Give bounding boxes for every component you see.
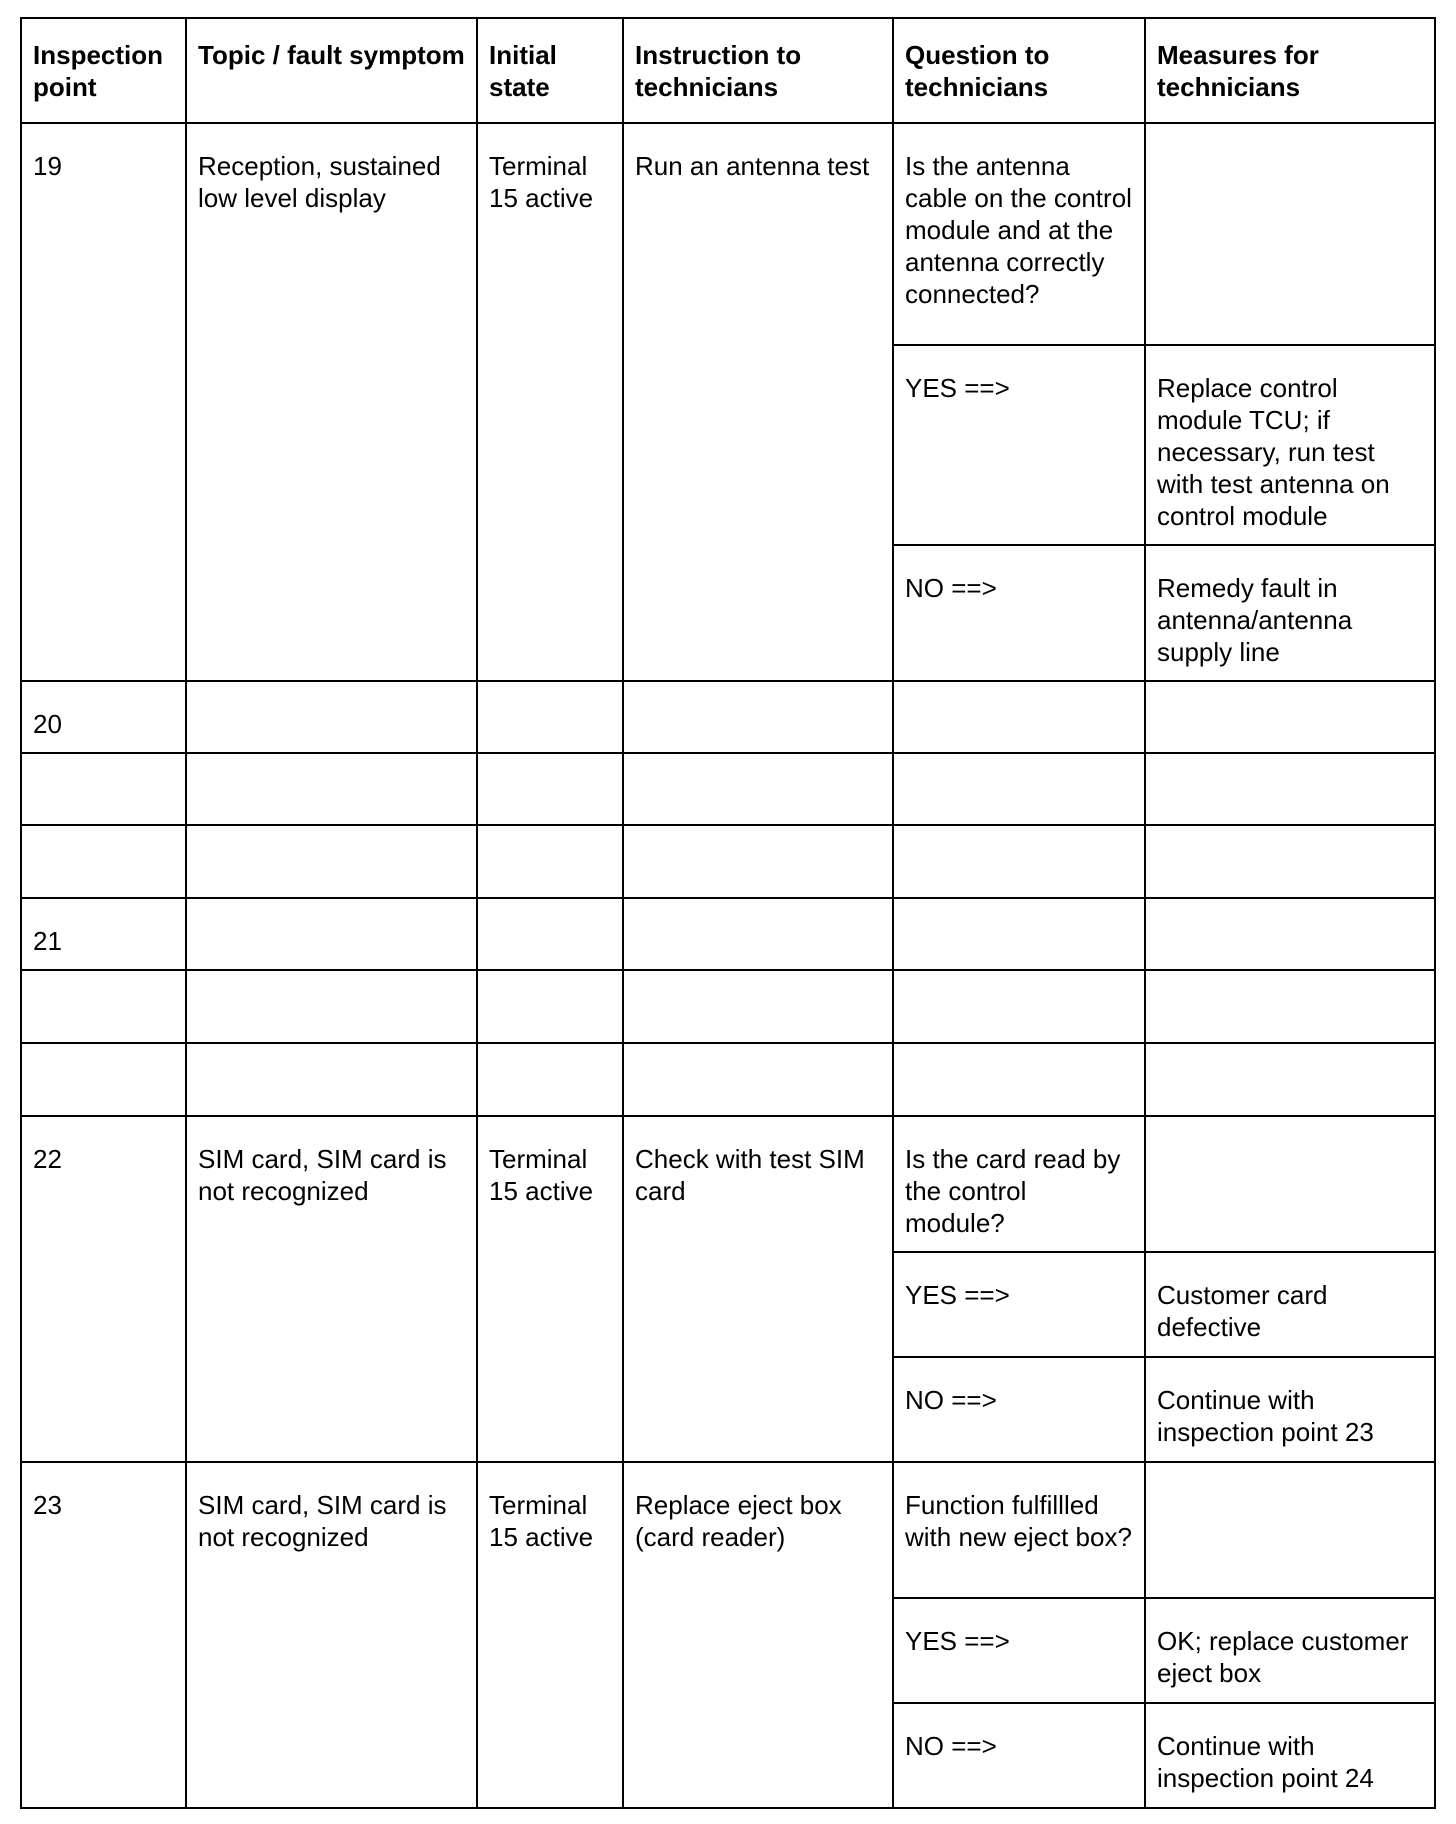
empty-cell bbox=[893, 753, 1145, 825]
empty-cell bbox=[623, 753, 893, 825]
empty-cell bbox=[21, 970, 186, 1043]
question-cell: Is the card read by the control module? bbox=[893, 1116, 1145, 1252]
instruction-cell: Check with test SIM card bbox=[623, 1116, 893, 1462]
initial-state-cell: Terminal 15 active bbox=[477, 123, 623, 681]
inspection-point-cell: 22 bbox=[21, 1116, 186, 1462]
measures-cell bbox=[1145, 1116, 1435, 1252]
empty-cell bbox=[186, 825, 477, 898]
instruction-cell: Run an antenna test bbox=[623, 123, 893, 681]
yes-measure-cell: Replace control module TCU; if necessary, run test with test antenna on control module bbox=[1145, 345, 1435, 545]
inspection-point-cell: 21 bbox=[21, 898, 186, 970]
empty-cell bbox=[1145, 681, 1435, 753]
empty-cell bbox=[893, 825, 1145, 898]
header-instruction: Instruction to technicians bbox=[623, 18, 893, 123]
header-inspection-point: Inspection point bbox=[21, 18, 186, 123]
header-question: Question to technicians bbox=[893, 18, 1145, 123]
question-cell: Is the antenna cable on the control module and at the antenna correctly connected? bbox=[893, 123, 1145, 345]
empty-cell bbox=[623, 825, 893, 898]
table-header-row bbox=[21, 18, 1435, 123]
empty-cell bbox=[1145, 970, 1435, 1043]
empty-cell bbox=[893, 898, 1145, 970]
measures-cell bbox=[1145, 123, 1435, 345]
empty-cell bbox=[1145, 898, 1435, 970]
empty-cell bbox=[477, 970, 623, 1043]
empty-cell bbox=[623, 1043, 893, 1116]
table-row bbox=[21, 1462, 1435, 1598]
empty-cell bbox=[623, 898, 893, 970]
empty-cell bbox=[623, 681, 893, 753]
table-row bbox=[21, 681, 1435, 753]
empty-cell bbox=[893, 1043, 1145, 1116]
no-measure-cell: Remedy fault in antenna/antenna supply line bbox=[1145, 545, 1435, 681]
inspection-point-cell: 20 bbox=[21, 681, 186, 753]
empty-cell bbox=[477, 825, 623, 898]
empty-cell bbox=[477, 681, 623, 753]
topic-cell: SIM card, SIM card is not recognized bbox=[186, 1462, 477, 1808]
topic-cell: Reception, sustained low level display bbox=[186, 123, 477, 681]
empty-cell bbox=[186, 753, 477, 825]
empty-cell bbox=[477, 898, 623, 970]
initial-state-cell: Terminal 15 active bbox=[477, 1116, 623, 1462]
initial-state-cell: Terminal 15 active bbox=[477, 1462, 623, 1808]
table-row bbox=[21, 898, 1435, 970]
empty-cell bbox=[186, 681, 477, 753]
empty-cell bbox=[623, 970, 893, 1043]
empty-cell bbox=[186, 898, 477, 970]
yes-measure-cell: OK; replace customer eject box bbox=[1145, 1598, 1435, 1703]
header-topic: Topic / fault symptom bbox=[186, 18, 477, 123]
yes-measure-cell: Customer card defective bbox=[1145, 1252, 1435, 1357]
inspection-point-cell: 19 bbox=[21, 123, 186, 681]
empty-cell bbox=[21, 753, 186, 825]
no-measure-cell: Continue with inspection point 23 bbox=[1145, 1357, 1435, 1462]
no-measure-cell: Continue with inspection point 24 bbox=[1145, 1703, 1435, 1808]
measures-cell bbox=[1145, 1462, 1435, 1598]
instruction-cell: Replace eject box (card reader) bbox=[623, 1462, 893, 1808]
header-measures: Measures for technicians bbox=[1145, 18, 1435, 123]
empty-cell bbox=[1145, 753, 1435, 825]
table-row bbox=[21, 1116, 1435, 1252]
empty-cell bbox=[186, 1043, 477, 1116]
empty-cell bbox=[893, 970, 1145, 1043]
empty-cell bbox=[186, 970, 477, 1043]
yes-label-cell: YES ==> bbox=[893, 1252, 1145, 1357]
table-row bbox=[21, 970, 1435, 1043]
table-row bbox=[21, 753, 1435, 825]
table-row bbox=[21, 1043, 1435, 1116]
inspection-table bbox=[20, 17, 1436, 1809]
empty-cell bbox=[1145, 825, 1435, 898]
empty-cell bbox=[21, 1043, 186, 1116]
no-label-cell: NO ==> bbox=[893, 545, 1145, 681]
table-row bbox=[21, 825, 1435, 898]
inspection-point-cell: 23 bbox=[21, 1462, 186, 1808]
empty-cell bbox=[893, 681, 1145, 753]
no-label-cell: NO ==> bbox=[893, 1703, 1145, 1808]
question-cell: Function fulfillled with new eject box? bbox=[893, 1462, 1145, 1598]
yes-label-cell: YES ==> bbox=[893, 345, 1145, 545]
empty-cell bbox=[21, 825, 186, 898]
topic-cell: SIM card, SIM card is not recognized bbox=[186, 1116, 477, 1462]
no-label-cell: NO ==> bbox=[893, 1357, 1145, 1462]
empty-cell bbox=[1145, 1043, 1435, 1116]
table-row bbox=[21, 123, 1435, 345]
empty-cell bbox=[477, 753, 623, 825]
empty-cell bbox=[477, 1043, 623, 1116]
yes-label-cell: YES ==> bbox=[893, 1598, 1145, 1703]
header-initial-state: Initial state bbox=[477, 18, 623, 123]
